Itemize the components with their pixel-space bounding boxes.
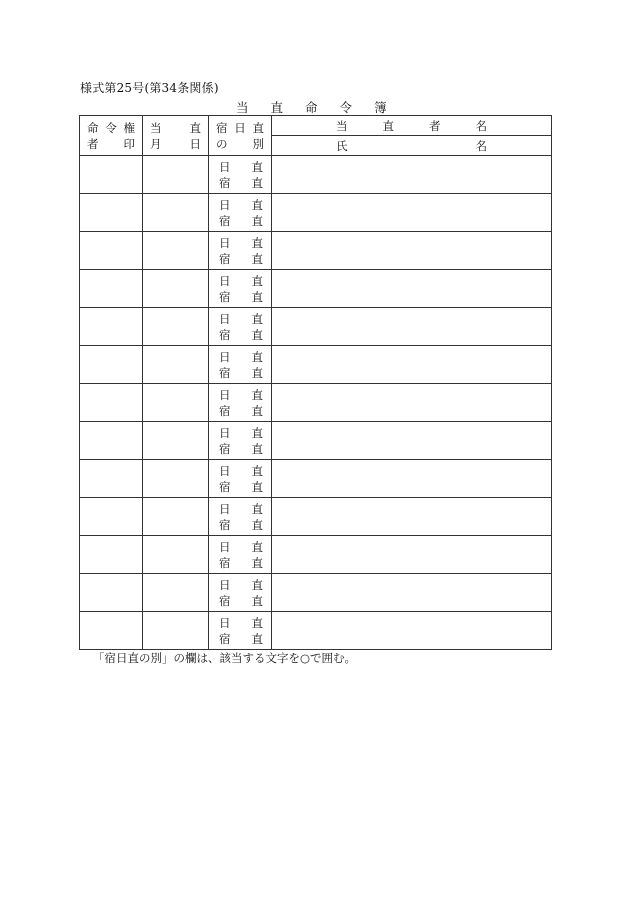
table-row xyxy=(80,574,552,612)
day-duty-char: 直 xyxy=(251,463,263,478)
duty-person-name-cell[interactable] xyxy=(272,422,552,460)
day-duty-char: 直 xyxy=(251,159,263,174)
header-duty-date: 当 直 月 日 xyxy=(143,116,209,156)
night-duty-char: 直 xyxy=(251,441,263,456)
title-char: 当 xyxy=(236,100,249,115)
duty-date-cell[interactable] xyxy=(143,498,209,536)
title-char: 令 xyxy=(339,100,353,115)
night-duty-char: 直 xyxy=(251,517,263,532)
header-duty-kind: 宿 日 直 の 別 xyxy=(209,116,272,156)
duty-person-name-cell[interactable] xyxy=(272,612,552,650)
duty-kind-cell[interactable] xyxy=(209,460,272,498)
duty-kind-cell[interactable] xyxy=(209,422,272,460)
duty-person-name-cell[interactable] xyxy=(272,232,552,270)
duty-date-cell[interactable] xyxy=(143,460,209,498)
night-duty-char: 宿 xyxy=(219,365,231,380)
day-duty-char: 日 xyxy=(219,463,231,478)
duty-person-name-cell[interactable] xyxy=(272,384,552,422)
table-row xyxy=(80,384,552,422)
table-row xyxy=(80,194,552,232)
duty-date-cell[interactable] xyxy=(143,308,209,346)
day-duty-char: 直 xyxy=(251,577,263,592)
night-duty-char: 宿 xyxy=(219,479,231,494)
commander-seal-cell[interactable] xyxy=(80,498,143,536)
table-row xyxy=(80,498,552,536)
commander-seal-cell[interactable] xyxy=(80,270,143,308)
usage-note: 「宿日直の別」の欄は、該当する文字を○で囲む。 xyxy=(93,651,357,665)
night-duty-char: 直 xyxy=(251,403,263,418)
commander-seal-cell[interactable] xyxy=(80,346,143,384)
day-duty-char: 直 xyxy=(251,273,263,288)
duty-kind-cell[interactable] xyxy=(209,194,272,232)
night-duty-char: 宿 xyxy=(219,327,231,342)
night-duty-char: 直 xyxy=(251,213,263,228)
table-row xyxy=(80,460,552,498)
night-duty-char: 宿 xyxy=(219,175,231,190)
day-duty-char: 直 xyxy=(251,425,263,440)
day-duty-char: 日 xyxy=(219,273,231,288)
night-duty-char: 直 xyxy=(251,175,263,190)
form-number: 様式第25号(第34条関係) xyxy=(80,81,219,95)
night-duty-char: 直 xyxy=(251,327,263,342)
title-char: 直 xyxy=(270,100,284,115)
night-duty-char: 宿 xyxy=(219,251,231,266)
duty-kind-cell[interactable] xyxy=(209,308,272,346)
commander-seal-cell[interactable] xyxy=(80,156,143,194)
duty-ledger-table xyxy=(79,115,552,650)
night-duty-char: 宿 xyxy=(219,517,231,532)
title-char: 簿 xyxy=(374,100,387,115)
duty-person-name-cell[interactable] xyxy=(272,536,552,574)
day-duty-char: 日 xyxy=(219,159,231,174)
day-duty-char: 日 xyxy=(219,235,231,250)
commander-seal-cell[interactable] xyxy=(80,574,143,612)
duty-person-name-cell[interactable] xyxy=(272,308,552,346)
duty-kind-cell[interactable] xyxy=(209,384,272,422)
night-duty-char: 直 xyxy=(251,555,263,570)
day-duty-char: 日 xyxy=(219,197,231,212)
header-commander-seal: 命 令 権 者 印 xyxy=(80,116,143,156)
duty-date-cell[interactable] xyxy=(143,346,209,384)
duty-kind-cell[interactable] xyxy=(209,574,272,612)
night-duty-char: 直 xyxy=(251,289,263,304)
day-duty-char: 直 xyxy=(251,349,263,364)
night-duty-char: 直 xyxy=(251,365,263,380)
duty-kind-cell[interactable] xyxy=(209,612,272,650)
duty-person-name-cell[interactable] xyxy=(272,156,552,194)
duty-kind-cell[interactable] xyxy=(209,270,272,308)
night-duty-char: 直 xyxy=(251,631,263,646)
night-duty-char: 直 xyxy=(251,251,263,266)
commander-seal-cell[interactable] xyxy=(80,460,143,498)
duty-date-cell[interactable] xyxy=(143,270,209,308)
header-duty-person: 当 直 者 名 氏 名 xyxy=(272,116,552,156)
day-duty-char: 日 xyxy=(219,501,231,516)
duty-date-cell[interactable] xyxy=(143,536,209,574)
duty-kind-cell[interactable] xyxy=(209,536,272,574)
duty-date-cell[interactable] xyxy=(143,232,209,270)
table-header-row xyxy=(80,116,552,156)
duty-kind-cell[interactable] xyxy=(209,232,272,270)
duty-date-cell[interactable] xyxy=(143,156,209,194)
table-row xyxy=(80,612,552,650)
night-duty-char: 宿 xyxy=(219,555,231,570)
commander-seal-cell[interactable] xyxy=(80,194,143,232)
day-duty-char: 直 xyxy=(251,235,263,250)
night-duty-char: 宿 xyxy=(219,213,231,228)
duty-kind-cell[interactable] xyxy=(209,346,272,384)
commander-seal-cell[interactable] xyxy=(80,384,143,422)
title-char: 命 xyxy=(305,100,318,115)
night-duty-char: 直 xyxy=(251,593,263,608)
day-duty-char: 直 xyxy=(251,501,263,516)
night-duty-char: 宿 xyxy=(219,593,231,608)
day-duty-char: 日 xyxy=(219,615,231,630)
table-row xyxy=(80,422,552,460)
commander-seal-cell[interactable] xyxy=(80,612,143,650)
table-row xyxy=(80,232,552,270)
night-duty-char: 宿 xyxy=(219,631,231,646)
commander-seal-cell[interactable] xyxy=(80,232,143,270)
night-duty-char: 直 xyxy=(251,479,263,494)
day-duty-char: 直 xyxy=(251,197,263,212)
duty-date-cell[interactable] xyxy=(143,194,209,232)
duty-date-cell[interactable] xyxy=(143,422,209,460)
duty-date-cell[interactable] xyxy=(143,612,209,650)
table-row xyxy=(80,156,552,194)
table-row xyxy=(80,308,552,346)
day-duty-char: 直 xyxy=(251,311,263,326)
duty-date-cell[interactable] xyxy=(143,574,209,612)
duty-person-name-cell[interactable] xyxy=(272,498,552,536)
day-duty-char: 日 xyxy=(219,311,231,326)
duty-person-name-cell[interactable] xyxy=(272,346,552,384)
day-duty-char: 直 xyxy=(251,539,263,554)
duty-person-name-cell[interactable] xyxy=(272,270,552,308)
duty-person-name-cell[interactable] xyxy=(272,194,552,232)
day-duty-char: 日 xyxy=(219,349,231,364)
day-duty-char: 直 xyxy=(251,387,263,402)
commander-seal-cell[interactable] xyxy=(80,536,143,574)
table-row xyxy=(80,536,552,574)
ledger-title xyxy=(236,98,387,116)
duty-kind-cell[interactable] xyxy=(209,498,272,536)
night-duty-char: 宿 xyxy=(219,441,231,456)
day-duty-char: 日 xyxy=(219,577,231,592)
day-duty-char: 日 xyxy=(219,387,231,402)
table-row xyxy=(80,346,552,384)
duty-person-name-cell[interactable] xyxy=(272,460,552,498)
day-duty-char: 日 xyxy=(219,425,231,440)
day-duty-char: 直 xyxy=(251,615,263,630)
duty-person-name-cell[interactable] xyxy=(272,574,552,612)
duty-date-cell[interactable] xyxy=(143,384,209,422)
table-row xyxy=(80,270,552,308)
night-duty-char: 宿 xyxy=(219,289,231,304)
night-duty-char: 宿 xyxy=(219,403,231,418)
day-duty-char: 日 xyxy=(219,539,231,554)
duty-kind-cell[interactable] xyxy=(209,156,272,194)
commander-seal-cell[interactable] xyxy=(80,308,143,346)
commander-seal-cell[interactable] xyxy=(80,422,143,460)
